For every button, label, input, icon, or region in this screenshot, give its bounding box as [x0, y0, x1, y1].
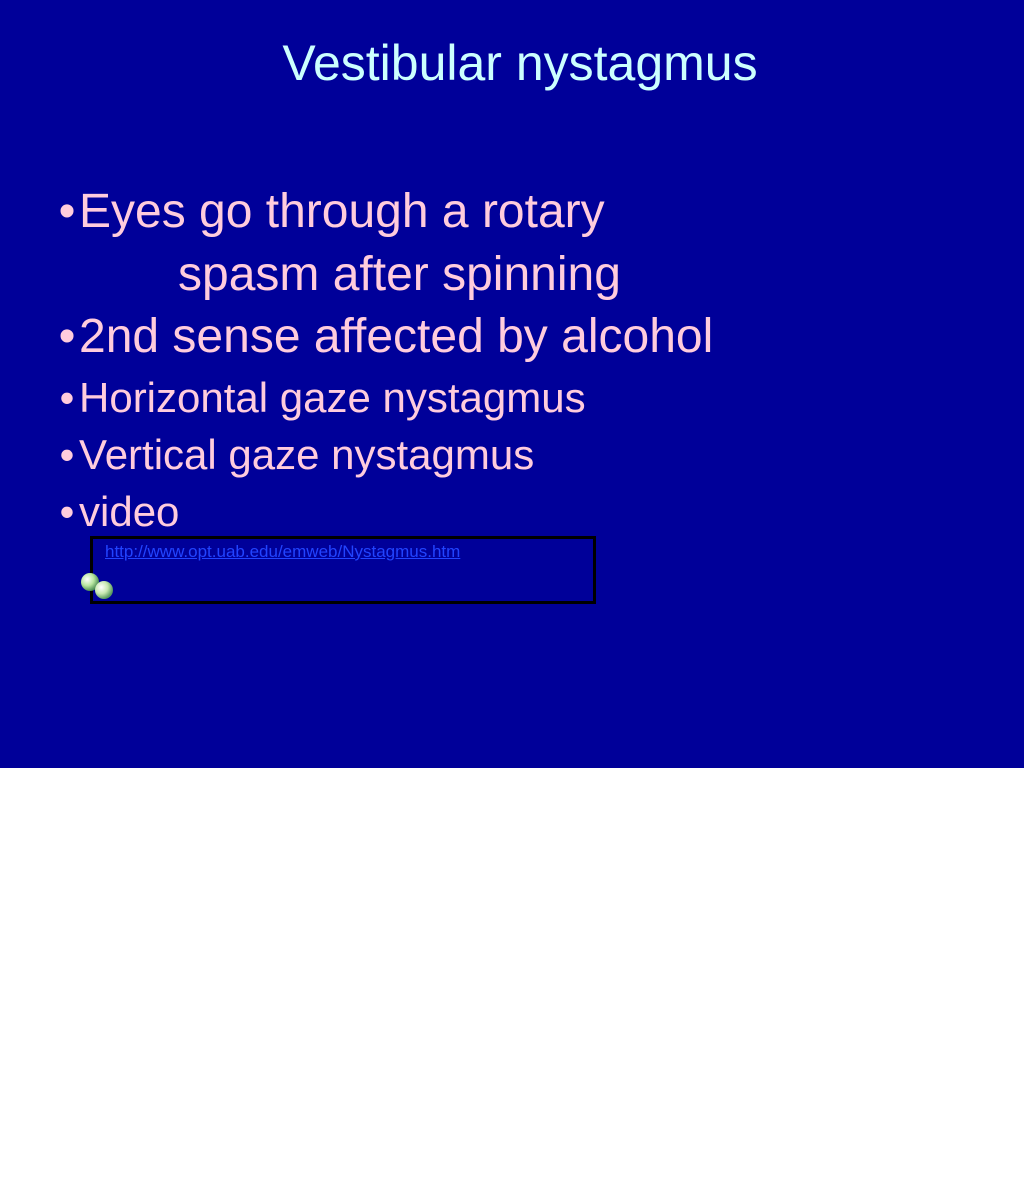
video-link[interactable]: http://www.opt.uab.edu/emweb/Nystagmus.htm	[105, 542, 461, 561]
bullet-continuation: spasm after spinning	[178, 248, 621, 301]
bullet-dot: •	[58, 310, 76, 363]
bullet-item	[55, 372, 586, 424]
slide-title: Vestibular nystagmus	[282, 35, 758, 91]
bullet-text: Eyes go through a rotary	[79, 185, 605, 238]
bullet-item	[55, 183, 605, 241]
bullet-item	[55, 486, 179, 538]
bullet-dot: •	[59, 488, 75, 535]
bullet-dot: •	[59, 374, 75, 421]
spheres-icon[interactable]	[79, 572, 115, 602]
bullet-text: 2nd sense affected by alcohol	[79, 310, 714, 363]
bullet-item	[55, 429, 534, 481]
bullet-text: Horizontal gaze nystagmus	[79, 374, 586, 421]
bullet-dot: •	[58, 185, 76, 238]
bullet-text: video	[79, 488, 180, 535]
bullet-item	[55, 308, 713, 366]
bullet-dot: •	[59, 431, 75, 478]
bullet-text: Vertical gaze nystagmus	[79, 431, 535, 478]
